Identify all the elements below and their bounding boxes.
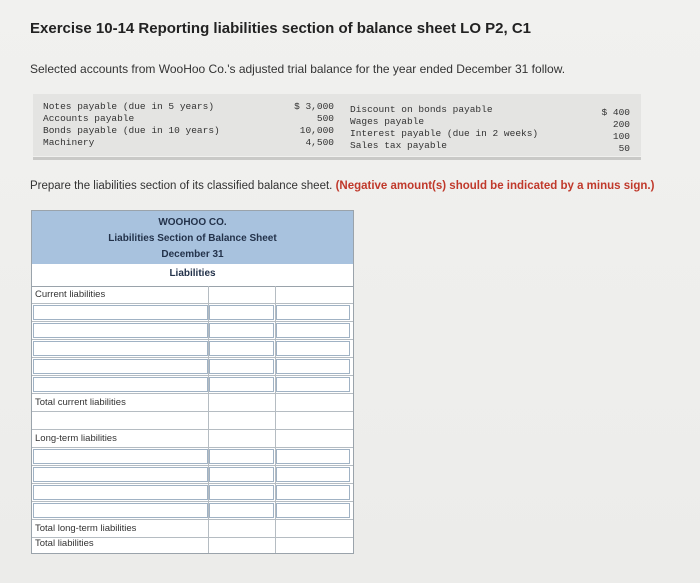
tb-account: Machinery [43, 137, 95, 148]
tb-amount: 10,000 [299, 125, 334, 136]
current-liability-row [32, 340, 353, 358]
amount-input[interactable] [209, 377, 274, 392]
amount-input[interactable] [209, 323, 274, 338]
amount-input[interactable] [276, 449, 350, 464]
total-current-liabilities-row [32, 394, 353, 412]
exercise-title: Exercise 10-14 Reporting liabilities section of balance sheet LO P2, C1 [30, 20, 532, 37]
amount-input[interactable] [276, 467, 350, 482]
account-select[interactable] [33, 449, 208, 464]
tb-account: Accounts payable [43, 113, 135, 124]
current-liabilities-header-row [32, 286, 353, 304]
amount-input[interactable] [276, 377, 350, 392]
amount-input[interactable] [209, 449, 274, 464]
statement-section-title: Liabilities Section of Balance Sheet [108, 233, 277, 244]
statement-date: December 31 [161, 249, 224, 260]
amount-input[interactable] [209, 359, 274, 374]
current-liability-row [32, 358, 353, 376]
negative-amount-note: (Negative amount(s) should be indicated by a minus sign.) [335, 180, 655, 192]
liabilities-heading-row [32, 264, 353, 287]
long-term-liability-row [32, 466, 353, 484]
current-liabilities-label: Current liabilities [35, 289, 106, 300]
amount-input[interactable] [276, 359, 350, 374]
account-select[interactable] [33, 359, 208, 374]
amount-input[interactable] [276, 341, 350, 356]
tb-amount: $ 3,000 [294, 101, 334, 112]
long-term-liability-row [32, 448, 353, 466]
amount-input[interactable] [276, 323, 350, 338]
account-select[interactable] [33, 305, 208, 320]
liabilities-heading: Liabilities [169, 268, 216, 279]
blank-row [32, 412, 353, 430]
tb-account: Notes payable (due in 5 years) [43, 101, 215, 112]
tb-amount: $ 400 [601, 107, 630, 118]
total-liabilities-row [32, 535, 353, 553]
total-long-term-liabilities-label: Total long-term liabilities [35, 523, 137, 534]
intro-text: Selected accounts from WooHoo Co.'s adjusted trial balance for the year ended December 31 follow. [30, 62, 566, 76]
amount-input[interactable] [209, 467, 274, 482]
current-liability-row [32, 322, 353, 340]
current-liability-row [32, 304, 353, 322]
amount-input[interactable] [276, 305, 350, 320]
company-name: WOOHOO CO. [158, 217, 227, 228]
amount-input[interactable] [209, 341, 274, 356]
liabilities-worksheet [31, 210, 354, 554]
trial-balance-right-accounts [350, 104, 538, 152]
amount-input[interactable] [209, 503, 274, 518]
tb-account: Wages payable [350, 116, 425, 127]
tb-amount: 500 [316, 113, 334, 124]
long-term-liability-row [32, 502, 353, 520]
tb-amount: 200 [612, 119, 630, 130]
amount-input[interactable] [276, 485, 350, 500]
amount-input[interactable] [276, 503, 350, 518]
instructions [30, 180, 654, 192]
trial-balance-divider [33, 157, 641, 160]
account-select[interactable] [33, 467, 208, 482]
trial-balance-left-accounts [43, 101, 220, 149]
trial-balance-right-amounts [580, 107, 630, 155]
amount-input[interactable] [209, 305, 274, 320]
account-select[interactable] [33, 377, 208, 392]
tb-amount: 50 [618, 143, 630, 154]
tb-account: Interest payable (due in 2 weeks) [350, 128, 539, 139]
trial-balance-left-amounts [270, 101, 334, 149]
amount-input[interactable] [209, 485, 274, 500]
instructions-text: Prepare the liabilities section of its classified balance sheet. [30, 180, 333, 192]
long-term-liability-row [32, 484, 353, 502]
current-liability-row [32, 376, 353, 394]
tb-account: Sales tax payable [350, 140, 447, 151]
tb-account: Discount on bonds payable [350, 104, 493, 115]
tb-amount: 4,500 [305, 137, 334, 148]
account-select[interactable] [33, 485, 208, 500]
account-select[interactable] [33, 341, 208, 356]
tb-amount: 100 [612, 131, 630, 142]
account-select[interactable] [33, 323, 208, 338]
total-current-liabilities-label: Total current liabilities [35, 397, 126, 408]
account-select[interactable] [33, 503, 208, 518]
worksheet-header [32, 211, 353, 264]
total-liabilities-label: Total liabilities [35, 538, 94, 549]
tb-account: Bonds payable (due in 10 years) [43, 125, 220, 136]
long-term-liabilities-header-row [32, 430, 353, 448]
long-term-liabilities-label: Long-term liabilities [35, 433, 117, 444]
